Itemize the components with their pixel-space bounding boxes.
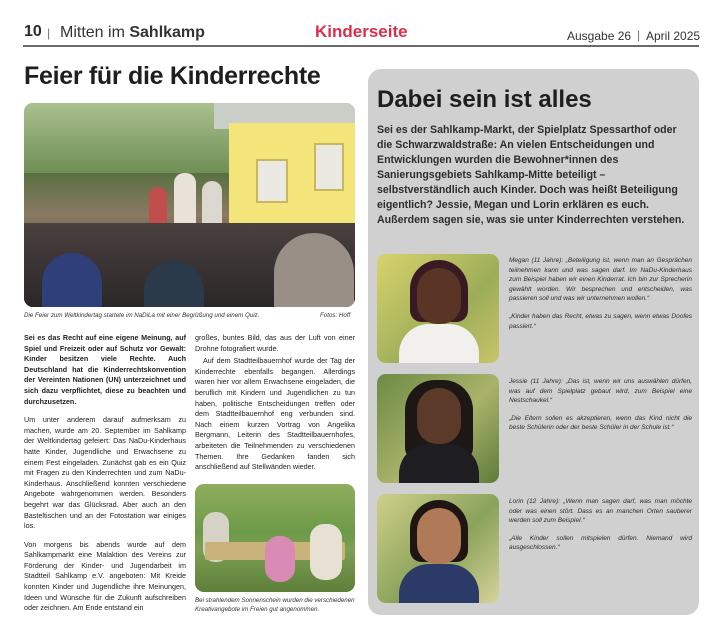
article-paragraph: Auf dem Stadtteilbauernhof wurde der Tag der Kinderrechte ebenfalls begangen. Allerdings waren hier vor allem Erwachsene eingeladen, die beruflich mit Kindern und Jugendlichen zu tun haben, politische Entscheidungen treffen oder dem Stadtteilbauernhof eng verbunden sind. Nach einem kurzen Vortrag von Angelika Bergmann, Leiterin des Stadtteilbauernhofes, arbeiteten die Teilnehmenden zu verschiedenen Themen. Ihre Gedanken fanden sich anschließend auf Stellwänden wieder. <box>195 356 355 472</box>
portrait-jessie <box>377 374 499 483</box>
department-label: Kinderseite <box>315 22 408 41</box>
photo-caption: Bei strahlendem Sonnenschein wurden die verschiedenen Kreativangebote im Freien gut angenommen. <box>195 597 355 613</box>
quote-text: „Die Eltern sollen es akzeptieren, wenn das Kind nicht die beste Schülerin oder der beste Schüler in der Schule ist.“ <box>509 414 692 432</box>
portrait-lorin <box>377 494 499 603</box>
quote-text: Megan (11 Jahre): „Beteiligung ist, wenn man an Gesprächen teilnehmen kann und was sagen darf. Im NaDu-Kinderhaus zum Beispiel haben wir einen Kinderrat. Ich bin zur Sprecherin gewählt worden. Wir besprechen und entscheiden, was passieren soll und was wir unternehmen wollen.“ <box>509 257 692 303</box>
issue-separator: | <box>637 28 641 42</box>
quote-jessie <box>509 377 692 441</box>
header-rule <box>23 45 699 47</box>
article-paragraph: Von morgens bis abends wurde auf dem Sahlkampmarkt eine Malaktion des Vereins zur Förderung der Kinder- und Jugendarbeit im Stadtteil Sahlkamp e.V. angeboten: Mit Kreide konnten Kinder und Jugendliche ihre Meinungen, Ideen und Wünsche für die Zukunft aufschreiben oder zeichnen. Am Ende entstand ein <box>24 539 186 613</box>
article-paragraph: großes, buntes Bild, das aus der Luft von einer Drohne fotografiert wurde. <box>195 333 355 353</box>
portrait-megan <box>377 254 499 363</box>
panel-intro: Sei es der Sahlkamp-Markt, der Spielplatz Spessarthof oder die Schwarzwaldstraße: An vielen Entscheidungen und Entwicklungen wurden die Bewohner*innen des Sanierungsgebiets Sahlkamp-Mitte beteiligt – selbstverständlich auch Kinder. Doch was heißt Beteiligung eigentlich? Jessie, Megan und Lorin erklären es euch. Außerdem sagen sie, was sie unter Kinderrechten verstehen. <box>377 124 685 226</box>
article-lead: Sei es das Recht auf eine eigene Meinung, auf Spiel und Freizeit oder auf Schutz vor Gewalt: Kinder besitzen viele Rechte. Auch Deutschland hat die Kinderrechtskonvention der Vereinten Nationen (UN) unterzeichnet und sich dazu verpflichtet, diese zu beachten und durchzusetzen. <box>24 333 186 406</box>
issue-number: Ausgabe 26 <box>567 29 632 43</box>
celebration-photo <box>24 103 355 307</box>
quote-text: „Alle Kinder sollen mitspielen dürfen. Niemand wird ausgeschlossen.“ <box>509 534 692 552</box>
panel-headline: Dabei sein ist alles <box>377 86 592 113</box>
section-name: Sahlkamp <box>129 24 205 41</box>
article-headline: Feier für die Kinderrechte <box>24 62 321 90</box>
quote-megan <box>509 256 692 339</box>
header-separator: | <box>47 26 51 40</box>
issue-date: April 2025 <box>646 29 701 43</box>
article-column-1 <box>24 333 186 622</box>
section-prefix: Mitten im <box>60 24 130 41</box>
page-number: 10 <box>24 23 42 40</box>
photo-caption: Die Feier zum Weltkindertag startete im NaDiLa mit einer Begrüßung und einem Quiz. <box>24 312 260 319</box>
article-paragraph: Um unter anderem darauf aufmerksam zu machen, wurde am 20. September im Sahlkamp der Weltkindertag gefeiert: Das NaDu-Kinderhaus hatte Kinder, Jugendliche und Erwachsene zu einem Fest eingeladen. Zunächst gab es ein Quiz mit Fragen zu den Kinderrechten und zum NaDu-Kinderhaus. Anschließend konnten verschiedene Angebote wahrgenommen werden. Besonders begehrt war das Glücksrad. Aber auch an den Basteltischen und an der Fotostation war einiges los. <box>24 415 186 531</box>
quote-text: „Kinder haben das Recht, etwas zu sagen, wenn etwas Doofes passiert.“ <box>509 312 692 330</box>
quote-text: Lorin (12 Jahre): „Wenn man sagen darf, was man möchte oder was einen stört. Dass es an manchen Orten sauberer werden soll zum Beispiel.“ <box>509 498 692 525</box>
quote-text: Jessie (11 Jahre): „Das ist, wenn wir uns auswählen dürfen, was auf dem Spielplatz gebaut wird, zum Beispiel eine Nestschaukel.“ <box>509 378 692 405</box>
article-column-2 <box>195 333 355 481</box>
photo-credit: Fotos: Hoff <box>320 312 351 319</box>
creative-activities-photo <box>195 484 355 592</box>
section-title <box>60 24 205 42</box>
quote-lorin <box>509 497 692 561</box>
